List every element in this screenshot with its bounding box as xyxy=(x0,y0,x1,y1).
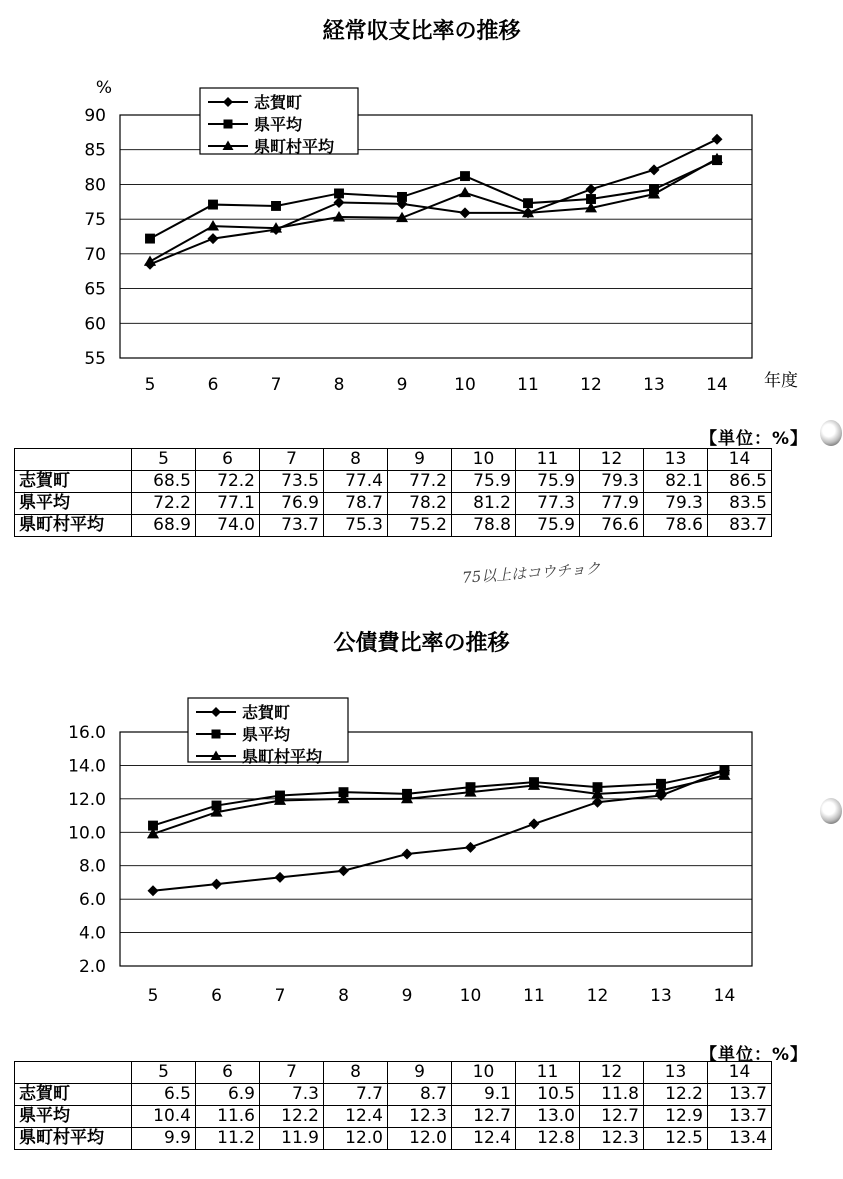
x-tick-label: 5 xyxy=(147,986,159,1006)
table-cell: 12.7 xyxy=(452,1106,516,1128)
table-header-cell: 11 xyxy=(516,1062,580,1084)
punch-hole-mark xyxy=(820,798,842,824)
table-cell: 78.2 xyxy=(388,493,452,515)
table-cell: 79.3 xyxy=(580,471,644,493)
table-row-label: 県町村平均 xyxy=(15,1128,132,1150)
chart2-data-table xyxy=(14,1061,772,1150)
table-cell: 77.1 xyxy=(196,493,260,515)
legend-marker xyxy=(212,730,221,739)
table-cell: 12.3 xyxy=(580,1128,644,1150)
y-tick-label: 85 xyxy=(84,140,106,161)
y-tick-label: 70 xyxy=(84,244,106,265)
table-header-cell: 14 xyxy=(708,1062,772,1084)
table-header-cell: 8 xyxy=(324,449,388,471)
table-header-cell: 7 xyxy=(260,1062,324,1084)
legend-label: 県平均 xyxy=(254,115,303,134)
y-tick-label: 80 xyxy=(84,175,106,196)
table-cell: 72.2 xyxy=(196,471,260,493)
x-tick-label: 6 xyxy=(207,375,219,395)
chart2-unit-note: 【単位：%】 xyxy=(700,1045,809,1065)
table-cell: 73.5 xyxy=(260,471,324,493)
table-header-cell: 11 xyxy=(516,449,580,471)
table-cell: 79.3 xyxy=(644,493,708,515)
table-cell: 12.3 xyxy=(388,1106,452,1128)
chart2-plot xyxy=(0,680,843,1010)
x-tick-label: 12 xyxy=(580,375,602,395)
table-cell: 77.9 xyxy=(580,493,644,515)
table-cell: 12.9 xyxy=(644,1106,708,1128)
table-cell: 76.6 xyxy=(580,515,644,537)
x-tick-label: 9 xyxy=(396,375,408,395)
table-header-cell: 6 xyxy=(196,1062,260,1084)
table-cell: 75.9 xyxy=(516,471,580,493)
y-tick-label: 60 xyxy=(84,314,106,335)
table-row-label: 志賀町 xyxy=(15,471,132,493)
table-row-label: 県町村平均 xyxy=(15,515,132,537)
x-tick-label: 13 xyxy=(643,375,665,395)
x-tick-label: 10 xyxy=(459,986,482,1006)
table-cell: 11.8 xyxy=(580,1084,644,1106)
y-tick-label: 4.0 xyxy=(78,923,106,944)
table-cell: 76.9 xyxy=(260,493,324,515)
punch-hole-mark xyxy=(820,420,842,446)
x-tick-label: 6 xyxy=(211,986,222,1006)
table-cell: 6.5 xyxy=(132,1084,196,1106)
legend-label: 県町村平均 xyxy=(254,137,335,156)
table-header-cell: 8 xyxy=(324,1062,388,1084)
chart1-title: 経常収支比率の推移 xyxy=(322,19,521,44)
table-row xyxy=(15,471,772,493)
y-tick-label: 14.0 xyxy=(68,756,106,777)
table-cell: 8.7 xyxy=(388,1084,452,1106)
table-cell: 12.2 xyxy=(260,1106,324,1128)
table-row-label: 県平均 xyxy=(15,493,132,515)
data-point-marker xyxy=(397,192,407,202)
table-cell: 68.5 xyxy=(132,471,196,493)
x-tick-label: 8 xyxy=(333,375,345,395)
table-cell: 75.9 xyxy=(452,471,516,493)
legend-label: 県町村平均 xyxy=(242,747,323,766)
legend-marker xyxy=(224,120,233,129)
table-header-cell: 12 xyxy=(580,1062,644,1084)
y-axis-label: % xyxy=(95,78,112,98)
y-tick-label: 8.0 xyxy=(78,856,106,877)
table-corner-cell xyxy=(15,1062,132,1084)
table-cell: 77.3 xyxy=(516,493,580,515)
y-tick-label: 6.0 xyxy=(78,890,106,911)
x-tick-label: 8 xyxy=(338,986,349,1006)
table-header-cell: 14 xyxy=(708,449,772,471)
data-point-marker xyxy=(334,189,344,199)
table-cell: 12.5 xyxy=(644,1128,708,1150)
data-point-marker xyxy=(523,198,533,208)
table-cell: 83.5 xyxy=(708,493,772,515)
chart2-title: 公債費比率の推移 xyxy=(333,631,510,656)
table-cell: 11.6 xyxy=(196,1106,260,1128)
table-header-cell: 13 xyxy=(644,449,708,471)
table-cell: 12.7 xyxy=(580,1106,644,1128)
table-header-cell: 12 xyxy=(580,449,644,471)
table-row-label: 志賀町 xyxy=(15,1084,132,1106)
table-cell: 73.7 xyxy=(260,515,324,537)
x-tick-label: 7 xyxy=(274,986,286,1006)
table-row xyxy=(15,493,772,515)
chart1-data-table xyxy=(14,448,772,537)
table-cell: 78.6 xyxy=(644,515,708,537)
x-tick-label: 14 xyxy=(706,375,728,395)
table-header-cell: 5 xyxy=(132,1062,196,1084)
table-cell: 75.3 xyxy=(324,515,388,537)
table-cell: 83.7 xyxy=(708,515,772,537)
table-row xyxy=(15,1128,772,1150)
table-header-cell: 9 xyxy=(388,449,452,471)
table-cell: 10.5 xyxy=(516,1084,580,1106)
x-tick-label: 11 xyxy=(517,375,539,395)
x-tick-label: 14 xyxy=(713,986,736,1006)
table-cell: 13.7 xyxy=(708,1106,772,1128)
legend-label: 県平均 xyxy=(242,725,291,744)
x-axis-label: 年度 xyxy=(764,371,798,391)
table-cell: 7.3 xyxy=(260,1084,324,1106)
table-cell: 78.7 xyxy=(324,493,388,515)
data-point-marker xyxy=(460,171,470,181)
x-tick-label: 5 xyxy=(144,375,156,395)
table-header-cell: 5 xyxy=(132,449,196,471)
table-cell: 9.1 xyxy=(452,1084,516,1106)
data-point-marker xyxy=(208,200,218,210)
table-cell: 13.4 xyxy=(708,1128,772,1150)
x-tick-label: 7 xyxy=(270,375,282,395)
table-corner-cell xyxy=(15,449,132,471)
table-header-cell: 6 xyxy=(196,449,260,471)
table-cell: 74.0 xyxy=(196,515,260,537)
table-cell: 12.8 xyxy=(516,1128,580,1150)
data-point-marker xyxy=(271,201,281,211)
table-cell: 11.2 xyxy=(196,1128,260,1150)
table-cell: 7.7 xyxy=(324,1084,388,1106)
table-cell: 12.2 xyxy=(644,1084,708,1106)
table-cell: 12.4 xyxy=(452,1128,516,1150)
table-cell: 75.9 xyxy=(516,515,580,537)
plot-area xyxy=(120,732,752,966)
table-cell: 13.0 xyxy=(516,1106,580,1128)
table-cell: 72.2 xyxy=(132,493,196,515)
table-header-cell: 10 xyxy=(452,449,516,471)
data-point-marker xyxy=(145,234,155,244)
table-row xyxy=(15,515,772,537)
table-cell: 78.8 xyxy=(452,515,516,537)
table-cell: 13.7 xyxy=(708,1084,772,1106)
table-cell: 77.2 xyxy=(388,471,452,493)
y-tick-label: 65 xyxy=(84,279,106,300)
legend-label: 志賀町 xyxy=(254,93,303,112)
y-tick-label: 55 xyxy=(84,349,106,369)
table-cell: 12.4 xyxy=(324,1106,388,1128)
y-tick-label: 16.0 xyxy=(68,723,106,743)
table-header-cell: 10 xyxy=(452,1062,516,1084)
table-cell: 75.2 xyxy=(388,515,452,537)
chart1-plot xyxy=(0,60,843,480)
table-cell: 86.5 xyxy=(708,471,772,493)
table-cell: 11.9 xyxy=(260,1128,324,1150)
table-cell: 82.1 xyxy=(644,471,708,493)
x-tick-label: 11 xyxy=(523,986,545,1006)
chart1-unit-note: 【単位：%】 xyxy=(700,429,809,449)
table-cell: 68.9 xyxy=(132,515,196,537)
table-row-label: 県平均 xyxy=(15,1106,132,1128)
table-row xyxy=(15,1106,772,1128)
y-tick-label: 2.0 xyxy=(78,957,106,977)
legend-label: 志賀町 xyxy=(242,703,291,722)
handwritten-note: 75以上はコウチョク xyxy=(461,559,602,587)
y-tick-label: 75 xyxy=(84,210,106,231)
table-row xyxy=(15,1084,772,1106)
y-tick-label: 90 xyxy=(84,106,106,126)
y-tick-label: 10.0 xyxy=(68,823,106,844)
table-cell: 9.9 xyxy=(132,1128,196,1150)
x-tick-label: 12 xyxy=(586,986,609,1006)
table-cell: 12.0 xyxy=(324,1128,388,1150)
table-cell: 10.4 xyxy=(132,1106,196,1128)
table-header-cell: 13 xyxy=(644,1062,708,1084)
table-header-cell: 7 xyxy=(260,449,324,471)
x-tick-label: 10 xyxy=(454,375,476,395)
table-cell: 77.4 xyxy=(324,471,388,493)
x-tick-label: 13 xyxy=(650,986,672,1006)
table-cell: 12.0 xyxy=(388,1128,452,1150)
table-cell: 6.9 xyxy=(196,1084,260,1106)
table-header-cell: 9 xyxy=(388,1062,452,1084)
table-cell: 81.2 xyxy=(452,493,516,515)
y-tick-label: 12.0 xyxy=(68,789,106,810)
x-tick-label: 9 xyxy=(401,986,413,1006)
